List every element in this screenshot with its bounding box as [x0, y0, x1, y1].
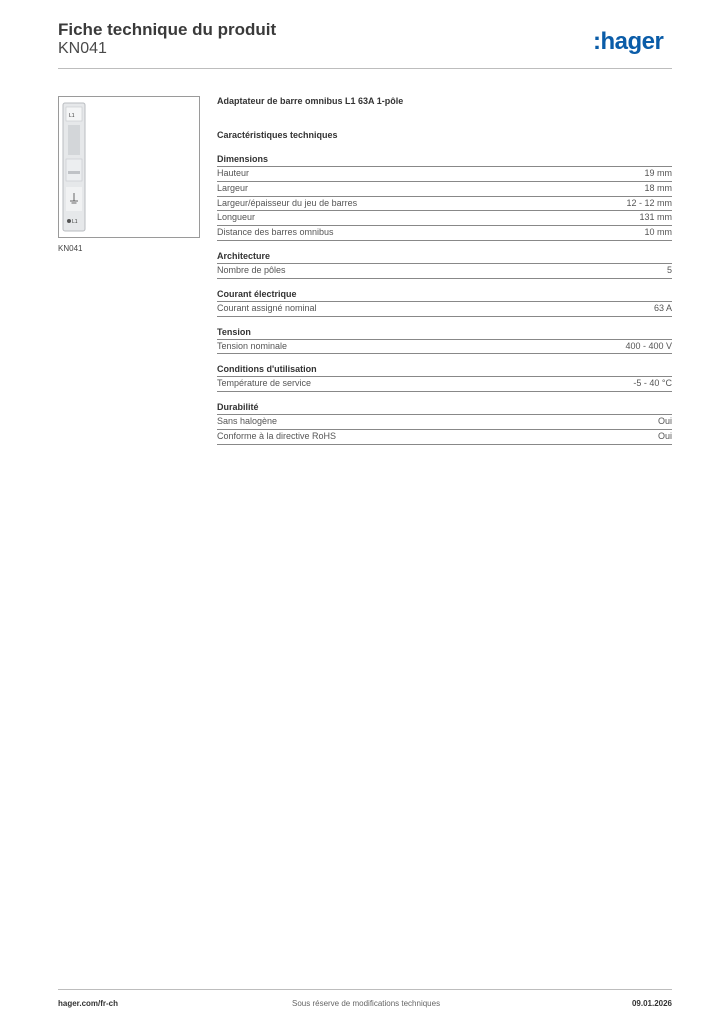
spec-label: Largeur: [217, 182, 249, 193]
spec-label: Distance des barres omnibus: [217, 227, 334, 238]
logo-text: hager: [600, 28, 664, 55]
footer-date: 09.01.2026: [631, 999, 672, 1008]
spec-value: 400 - 400 V: [625, 340, 672, 351]
spec-label: Sans halogène: [217, 416, 278, 427]
footer-divider: [58, 989, 672, 990]
spec-label: Largeur/épaisseur du jeu de barres: [217, 197, 358, 208]
section-title: Durabilité: [217, 401, 672, 415]
spec-label: Hauteur: [217, 168, 250, 178]
section-title: Conditions d'utilisation: [217, 363, 672, 377]
logo-colon: :: [593, 28, 601, 55]
spec-value: 10 mm: [644, 227, 672, 238]
footer-notice: Sous réserve de modifications techniques: [292, 999, 441, 1008]
spec-label: Nombre de pôles: [217, 264, 286, 275]
spec-value: 12 - 12 mm: [626, 197, 672, 208]
spec-section: [217, 326, 672, 355]
spec-row: [217, 302, 672, 317]
spec-row: [217, 415, 672, 430]
spec-sections: [217, 153, 672, 445]
spec-value: 5: [666, 264, 672, 275]
spec-value: 63 A: [653, 302, 672, 313]
section-title: Tension: [217, 326, 672, 340]
product-image: [59, 97, 199, 237]
section-title: Dimensions: [217, 153, 672, 167]
spec-value: 131 mm: [639, 212, 672, 223]
image-caption: KN041: [58, 244, 83, 253]
spec-row: [217, 377, 672, 392]
spec-label: Température de service: [217, 378, 312, 389]
hager-logo: [593, 28, 663, 56]
characteristics-heading: Caractéristiques techniques: [217, 130, 338, 140]
section-title: Architecture: [217, 250, 672, 264]
spec-label: Conforme à la directive RoHS: [217, 430, 337, 441]
spec-value: 18 mm: [644, 182, 672, 193]
device-label-top: L1: [69, 113, 75, 119]
device-label-bottom: L1: [72, 219, 78, 225]
spec-row: [217, 167, 672, 182]
spec-label: Longueur: [217, 212, 256, 223]
footer-website[interactable]: hager.com/fr-ch: [58, 999, 119, 1008]
spec-row: [217, 197, 672, 212]
spec-section: [217, 363, 672, 392]
page-title: Fiche technique du produit: [58, 20, 277, 39]
spec-label: Tension nominale: [217, 340, 288, 351]
header-divider: [58, 68, 672, 69]
spec-row: [217, 211, 672, 226]
product-image-frame: [58, 96, 200, 238]
spec-section: [217, 288, 672, 317]
spec-value: 19 mm: [644, 168, 672, 178]
spec-row: [217, 430, 672, 445]
spec-value: -5 - 40 °C: [633, 378, 672, 389]
specifications: [217, 96, 672, 454]
spec-row: [217, 226, 672, 241]
section-title: Courant électrique: [217, 288, 672, 302]
product-reference: KN041: [58, 40, 107, 57]
spec-section: [217, 401, 672, 445]
spec-section: [217, 153, 672, 241]
spec-section: [217, 250, 672, 279]
spec-value: Oui: [657, 416, 672, 427]
product-name: Adaptateur de barre omnibus L1 63A 1-pôle: [217, 96, 404, 106]
spec-row: [217, 264, 672, 279]
spec-row: [217, 182, 672, 197]
spec-row: [217, 340, 672, 355]
spec-label: Courant assigné nominal: [217, 302, 317, 313]
spec-value: Oui: [657, 430, 672, 441]
